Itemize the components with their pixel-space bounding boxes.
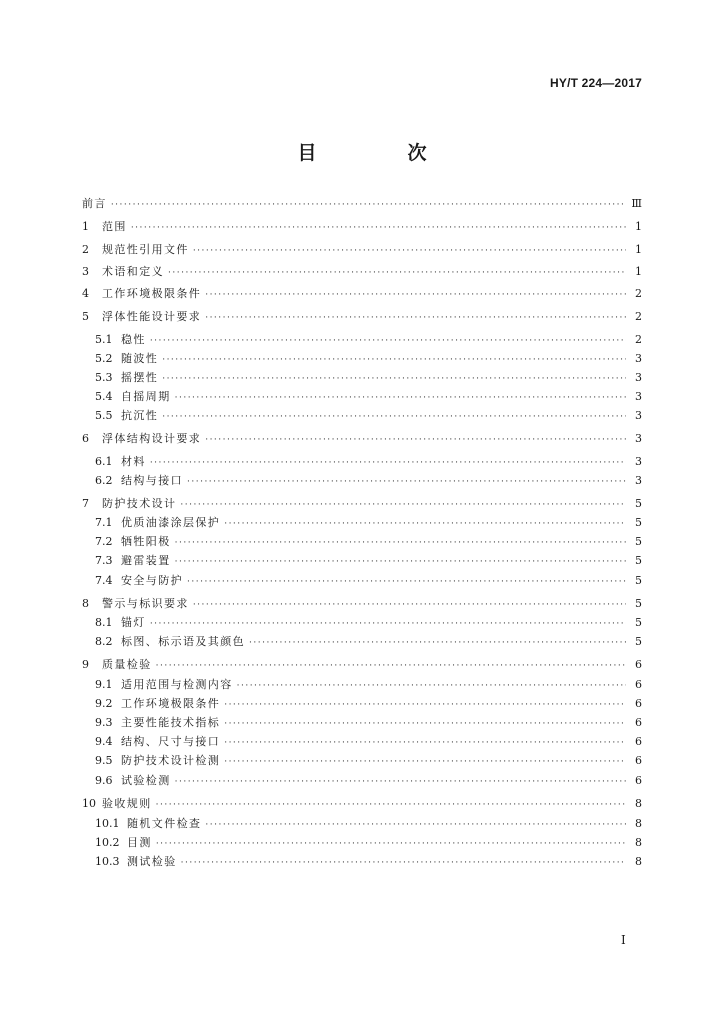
toc-entry[interactable] [82,754,642,767]
toc-entry-label: 防护技术设计 [102,497,177,510]
toc-entry-page: 6 [635,735,642,748]
toc-entry[interactable] [82,855,642,868]
toc-entry-page: 2 [635,287,642,300]
toc-entry-page: 1 [635,243,642,256]
dot-leader [193,245,626,258]
toc-entry-number: 6 [82,432,89,445]
toc-entry-label: 试验检测 [121,774,171,787]
toc-entry-page: 5 [635,497,642,510]
dot-leader [111,199,626,212]
dot-leader [156,838,626,851]
toc-entry[interactable] [82,735,642,748]
toc-entry-page: 3 [635,409,642,422]
toc-entry-label: 质量检验 [102,658,152,671]
toc-entry[interactable] [82,220,642,233]
toc-entry-page: 5 [635,574,642,587]
toc-entry-page: 6 [635,697,642,710]
toc-entry-page: 5 [635,597,642,610]
dot-leader [168,267,626,280]
toc-entry-label: 抗沉性 [121,409,159,422]
toc-entry-label: 随波性 [121,352,159,365]
toc-entry[interactable] [82,797,642,810]
toc-entry-number: 3 [82,265,89,278]
toc-entry[interactable] [82,455,642,468]
toc-entry[interactable] [82,352,642,365]
toc-entry-label: 稳性 [121,333,146,346]
toc-entry-number: 7.1 [95,516,113,529]
toc-entry[interactable] [82,516,642,529]
toc-entry-page: 6 [635,678,642,691]
toc-entry-page: 3 [635,371,642,384]
dot-leader [187,576,626,589]
toc-entry[interactable] [82,716,642,729]
toc-entry-number: 5.4 [95,390,113,403]
toc-entry-label: 锚灯 [121,616,146,629]
toc-entry-number: 7.3 [95,554,113,567]
toc-entry-page: 2 [635,333,642,346]
dot-leader [237,680,626,693]
dot-leader [150,457,626,470]
toc-entry[interactable] [82,597,642,610]
toc-entry-label: 材料 [121,455,146,468]
dot-leader [175,537,626,550]
toc-entry-number: 8 [82,597,89,610]
toc-entry-number: 9 [82,658,89,671]
dot-leader [187,476,626,489]
dot-leader [193,599,626,612]
toc-entry[interactable] [82,697,642,710]
toc-entry-number: 6.2 [95,474,113,487]
toc-entry-label: 自摇周期 [121,390,171,403]
toc-entry-page: 5 [635,554,642,567]
toc-entry[interactable] [82,554,642,567]
toc-entry-number: 5.2 [95,352,113,365]
toc-entry-page: 3 [635,390,642,403]
toc-entry-label: 范围 [102,220,127,233]
dot-leader [175,392,626,405]
toc-entry-number: 1 [82,220,89,233]
toc-entry-number: 2 [82,243,89,256]
toc-entry-page: 3 [635,455,642,468]
toc-entry-page: 5 [635,616,642,629]
toc-entry-page: 8 [635,855,642,868]
toc-entry-number: 4 [82,287,89,300]
dot-leader [175,776,626,789]
dot-leader [224,699,626,712]
dot-leader [224,756,626,769]
toc-entry[interactable] [82,616,642,629]
toc-entry-label: 规范性引用文件 [102,243,189,256]
toc-entry-label: 前言 [82,197,107,210]
dot-leader [162,373,626,386]
toc-entry-page: Ⅲ [631,197,642,210]
toc-entry-number: 10.2 [95,836,120,849]
toc-entry-page: 3 [635,432,642,445]
toc-entry[interactable] [82,409,642,422]
dot-leader [224,518,626,531]
toc-entry-number: 8.1 [95,616,113,629]
toc-entry-label: 测试检验 [127,855,177,868]
toc-entry-page: 8 [635,836,642,849]
toc-entry[interactable] [82,474,642,487]
toc-entry-label: 标图、标示语及其颜色 [121,635,245,648]
toc-entry-page: 2 [635,310,642,323]
toc-entry-number: 10 [82,797,96,810]
toc-entry-page: 3 [635,352,642,365]
toc-entry[interactable] [82,432,642,445]
toc-entry[interactable] [82,333,642,346]
toc-entry-number: 6.1 [95,455,113,468]
toc-entry-number: 7.4 [95,574,113,587]
toc-entry-page: 8 [635,817,642,830]
toc-entry-label: 安全与防护 [121,574,183,587]
page-title: 目 次 [297,142,463,164]
toc-entry-label: 工作环境极限条件 [121,697,221,710]
page-number: I [621,933,626,947]
toc-entry-page: 6 [635,716,642,729]
toc-entry-page: 5 [635,535,642,548]
toc-entry-number: 7 [82,497,89,510]
toc-entry-number: 8.2 [95,635,113,648]
toc-entry-label: 避雷装置 [121,554,171,567]
dot-leader [205,312,626,325]
toc-entry-label: 优质油漆涂层保护 [121,516,221,529]
dot-leader [205,289,626,302]
toc-entry[interactable] [82,287,642,300]
toc-entry-number: 9.3 [95,716,113,729]
toc-entry-page: 6 [635,658,642,671]
toc-entry-page: 6 [635,774,642,787]
toc-entry[interactable] [82,265,642,278]
dot-leader [205,434,626,447]
dot-leader [224,718,626,731]
dot-leader [162,354,626,367]
toc-entry-number: 9.1 [95,678,113,691]
toc-entry[interactable] [82,817,642,830]
toc-entry-label: 验收规则 [102,797,152,810]
dot-leader [180,499,626,512]
standard-code: HY/T 224—2017 [550,76,642,90]
toc-entry-number: 5.3 [95,371,113,384]
toc-entry-label: 浮体性能设计要求 [102,310,202,323]
toc-entry-page: 3 [635,474,642,487]
toc-entry-label: 警示与标识要求 [102,597,189,610]
toc-entry-number: 7.2 [95,535,113,548]
toc-entry[interactable] [82,390,642,403]
toc-entry-label: 结构、尺寸与接口 [121,735,221,748]
dot-leader [175,556,626,569]
toc-entry-label: 结构与接口 [121,474,183,487]
toc-entry-number: 5.5 [95,409,113,422]
toc-entry[interactable] [82,678,642,691]
dot-leader [150,618,626,631]
toc-entry-label: 目测 [127,836,152,849]
toc-entry-number: 9.6 [95,774,113,787]
toc-entry[interactable] [82,574,642,587]
toc-entry-page: 5 [635,635,642,648]
toc-entry-number: 10.1 [95,817,120,830]
toc-entry-label: 牺牲阳极 [121,535,171,548]
toc-entry-page: 8 [635,797,642,810]
dot-leader [181,857,626,870]
dot-leader [162,411,626,424]
toc-entry[interactable] [82,371,642,384]
toc-entry[interactable] [82,535,642,548]
toc-entry-label: 随机文件检查 [127,817,202,830]
toc-entry[interactable] [82,310,642,323]
toc-entry-label: 浮体结构设计要求 [102,432,202,445]
toc-entry[interactable] [82,497,642,510]
dot-leader [249,637,626,650]
toc-entry-number: 9.2 [95,697,113,710]
toc-entry-number: 10.3 [95,855,120,868]
toc-entry[interactable] [82,197,642,210]
dot-leader [156,799,626,812]
toc-entry[interactable] [82,836,642,849]
toc-entry-page: 1 [635,265,642,278]
toc-entry-page: 1 [635,220,642,233]
toc-entry-number: 5.1 [95,333,113,346]
dot-leader [156,660,626,673]
toc-entry-page: 5 [635,516,642,529]
toc-entry[interactable] [82,658,642,671]
toc-entry[interactable] [82,635,642,648]
toc-entry[interactable] [82,774,642,787]
toc-entry-page: 6 [635,754,642,767]
dot-leader [224,737,626,750]
dot-leader [131,222,626,235]
dot-leader [205,819,626,832]
toc-entry-label: 术语和定义 [102,265,164,278]
toc-entry-label: 防护技术设计检测 [121,754,221,767]
toc-entry-label: 主要性能技术指标 [121,716,221,729]
toc-entry-label: 工作环境极限条件 [102,287,202,300]
toc-entry-number: 5 [82,310,89,323]
toc-entry[interactable] [82,243,642,256]
toc-entry-label: 适用范围与检测内容 [121,678,233,691]
toc-entry-label: 摇摆性 [121,371,159,384]
dot-leader [150,335,626,348]
toc-entry-number: 9.4 [95,735,113,748]
toc-entry-number: 9.5 [95,754,113,767]
